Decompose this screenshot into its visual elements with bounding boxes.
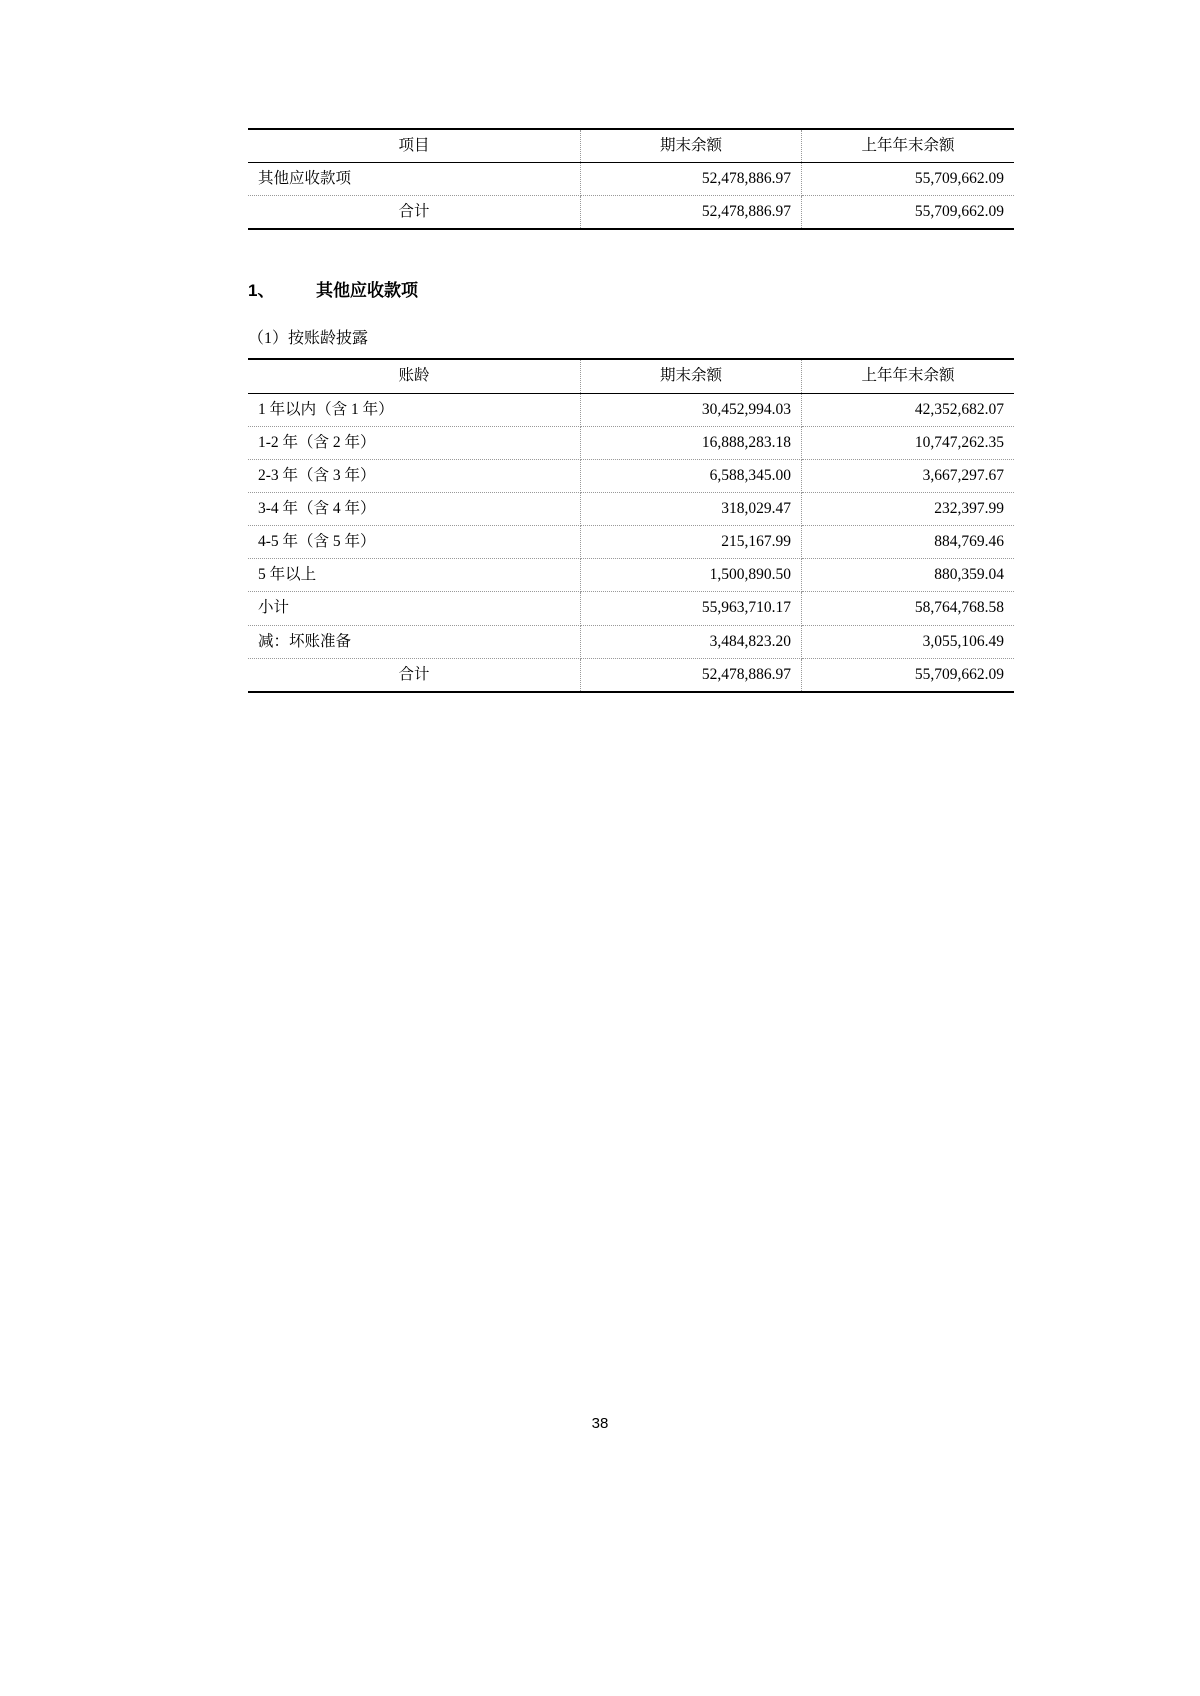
section-title: 其他应收款项 bbox=[316, 281, 418, 301]
aging-disclosure-table bbox=[248, 358, 1014, 692]
section-heading bbox=[248, 276, 952, 301]
table-row bbox=[248, 526, 1014, 559]
table-row bbox=[248, 492, 1014, 525]
row-current-balance: 30,452,994.03 bbox=[581, 393, 802, 426]
table-row bbox=[248, 426, 1014, 459]
row-label: 4-5 年（含 5 年） bbox=[248, 526, 581, 559]
row-current-balance: 52,478,886.97 bbox=[581, 163, 802, 196]
row-label: 合计 bbox=[248, 658, 581, 692]
row-current-balance: 318,029.47 bbox=[581, 492, 802, 525]
section-number: 1、 bbox=[248, 281, 275, 301]
row-prior-balance: 3,667,297.67 bbox=[802, 459, 1015, 492]
column-header-prior-balance: 上年年末余额 bbox=[802, 359, 1015, 393]
row-label: 1-2 年（含 2 年） bbox=[248, 426, 581, 459]
row-label: 减：坏账准备 bbox=[248, 625, 581, 658]
row-prior-balance: 55,709,662.09 bbox=[802, 196, 1015, 230]
subsection-heading: （1）按账龄披露 bbox=[248, 330, 369, 348]
row-label: 1 年以内（含 1 年） bbox=[248, 393, 581, 426]
table-row bbox=[248, 393, 1014, 426]
row-current-balance: 215,167.99 bbox=[581, 526, 802, 559]
page-content bbox=[248, 128, 1004, 693]
row-current-balance: 1,500,890.50 bbox=[581, 559, 802, 592]
row-current-balance: 52,478,886.97 bbox=[581, 658, 802, 692]
page-number: 38 bbox=[591, 1415, 609, 1432]
column-header-prior-balance: 上年年末余额 bbox=[802, 129, 1015, 163]
row-current-balance: 55,963,710.17 bbox=[581, 592, 802, 625]
row-label: 2-3 年（含 3 年） bbox=[248, 459, 581, 492]
column-header-item: 项目 bbox=[248, 129, 581, 163]
row-prior-balance: 232,397.99 bbox=[802, 492, 1015, 525]
row-current-balance: 16,888,283.18 bbox=[581, 426, 802, 459]
row-prior-balance: 880,359.04 bbox=[802, 559, 1015, 592]
table-row-bad-debt bbox=[248, 625, 1014, 658]
table-header-row bbox=[248, 129, 1014, 163]
row-label: 3-4 年（含 4 年） bbox=[248, 492, 581, 525]
table-row bbox=[248, 459, 1014, 492]
row-label: 5 年以上 bbox=[248, 559, 581, 592]
table-header-row bbox=[248, 359, 1014, 393]
row-label: 合计 bbox=[248, 196, 581, 230]
table-row-subtotal bbox=[248, 592, 1014, 625]
column-header-current-balance: 期末余额 bbox=[581, 359, 802, 393]
row-current-balance: 3,484,823.20 bbox=[581, 625, 802, 658]
row-label: 小计 bbox=[248, 592, 581, 625]
row-prior-balance: 884,769.46 bbox=[802, 526, 1015, 559]
table-row bbox=[248, 163, 1014, 196]
row-prior-balance: 10,747,262.35 bbox=[802, 426, 1015, 459]
row-label: 其他应收款项 bbox=[248, 163, 581, 196]
row-prior-balance: 55,709,662.09 bbox=[802, 658, 1015, 692]
table-row-total bbox=[248, 196, 1014, 230]
table-row bbox=[248, 559, 1014, 592]
row-current-balance: 6,588,345.00 bbox=[581, 459, 802, 492]
column-header-aging: 账龄 bbox=[248, 359, 581, 393]
column-header-current-balance: 期末余额 bbox=[581, 129, 802, 163]
row-current-balance: 52,478,886.97 bbox=[581, 196, 802, 230]
row-prior-balance: 42,352,682.07 bbox=[802, 393, 1015, 426]
row-prior-balance: 55,709,662.09 bbox=[802, 163, 1015, 196]
row-prior-balance: 58,764,768.58 bbox=[802, 592, 1015, 625]
table-row-total bbox=[248, 658, 1014, 692]
other-receivables-summary-table bbox=[248, 128, 1014, 230]
row-prior-balance: 3,055,106.49 bbox=[802, 625, 1015, 658]
